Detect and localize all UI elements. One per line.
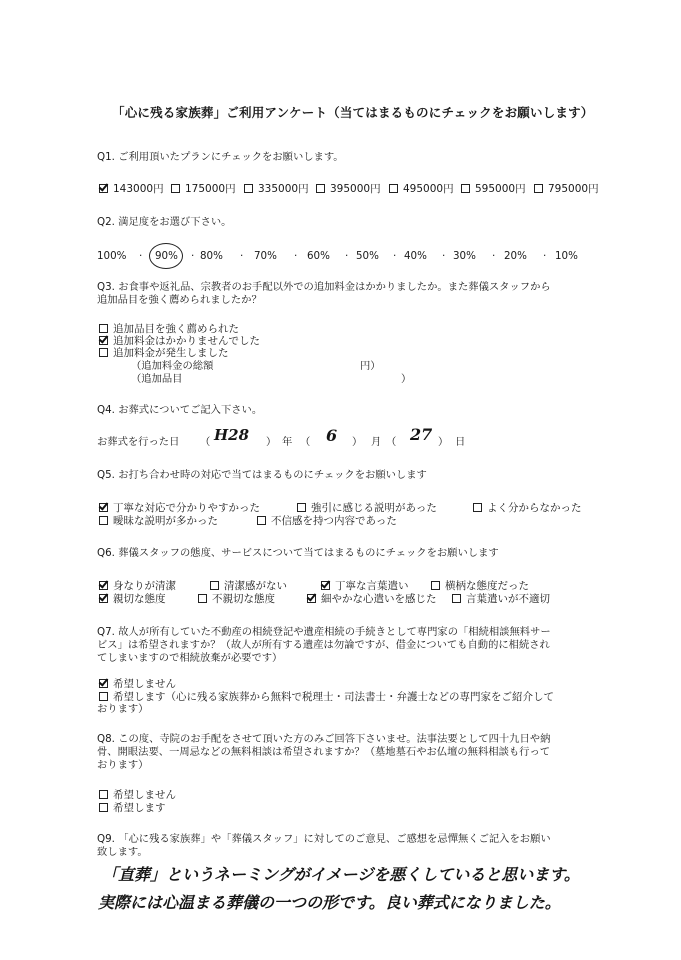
q3-total-unit: 円） xyxy=(360,360,381,372)
checkbox-icon[interactable] xyxy=(244,184,253,193)
q5-text: Q5. お打ち合わせ時の対応で当てはまるものにチェックをお願いします xyxy=(97,469,427,481)
q4-date-label: お葬式を行った日 xyxy=(97,436,180,448)
selected-circle-mark xyxy=(149,243,183,269)
option-label: 335000円 xyxy=(258,183,309,195)
q4-day-unit: 日 xyxy=(455,436,466,448)
checked-checkbox-icon[interactable] xyxy=(99,581,108,590)
option-label: 495000円 xyxy=(403,183,454,195)
checkbox-icon[interactable] xyxy=(316,184,325,193)
option-label: 795000円 xyxy=(548,183,599,195)
option-label: 希望します（心に残る家族葬から無料で税理士・司法書士・弁護士などの専門家をご紹介して xyxy=(113,691,554,703)
q2-scale-value[interactable]: 100% xyxy=(97,250,127,262)
q6-text: Q6. 葬儀スタッフの態度、サービスについて当てはまるものにチェックをお願いします xyxy=(97,547,499,559)
q1-option[interactable] xyxy=(316,183,381,196)
q6-option[interactable] xyxy=(452,593,550,606)
q8-option[interactable] xyxy=(99,789,176,802)
q4-paren-close-1: ） xyxy=(266,436,277,448)
q7-option[interactable] xyxy=(99,678,176,691)
q3-text-line1: Q3. お食事や返礼品、宗教者のお手配以外での追加料金はかかりましたか。また葬儀スタッフから xyxy=(97,281,551,293)
q1-option[interactable] xyxy=(461,183,526,196)
checked-checkbox-icon[interactable] xyxy=(99,503,108,512)
q3-items-end: ） xyxy=(401,373,412,385)
q2-scale-value[interactable]: 20% xyxy=(504,250,527,262)
q4-era-value: H28 xyxy=(214,426,250,444)
separator-dot: · xyxy=(492,250,496,262)
q1-text: Q1. ご利用頂いたプランにチェックをお願いします。 xyxy=(97,151,344,163)
q3-option[interactable] xyxy=(99,347,229,360)
q1-option[interactable] xyxy=(244,183,309,196)
option-label: 親切な態度 xyxy=(113,593,166,605)
q4-month-unit: 月 xyxy=(371,436,382,448)
separator-dot: · xyxy=(442,250,446,262)
q8-text-line2: 骨、開眼法要、一周忌などの無料相談は希望されますか？（墓地墓石やお仏壇の無料相談も行って xyxy=(97,746,551,758)
q8-text-line3: おります） xyxy=(97,759,149,771)
checked-checkbox-icon[interactable] xyxy=(99,336,108,345)
q4-paren-close-3: ） xyxy=(438,436,449,448)
separator-dot: · xyxy=(191,250,195,262)
option-label: 横柄な態度だった xyxy=(445,580,529,592)
checked-checkbox-icon[interactable] xyxy=(321,581,330,590)
checkbox-icon[interactable] xyxy=(473,503,482,512)
q6-option[interactable] xyxy=(99,580,176,593)
q8-text-line1: Q8. この度、寺院のお手配をさせて頂いた方のみご回答下さいませ。法事法要として四十九日や納 xyxy=(97,733,551,745)
option-label: 強引に感じる説明があった xyxy=(311,502,437,514)
option-label: 丁寧な言葉遣い xyxy=(335,580,409,592)
q3-text-line2: 追加品目を強く薦められましたか？ xyxy=(97,294,262,306)
checkbox-icon[interactable] xyxy=(171,184,180,193)
option-label: 不親切な態度 xyxy=(212,593,275,605)
option-label: よく分からなかった xyxy=(487,502,582,514)
separator-dot: · xyxy=(393,250,397,262)
checkbox-icon[interactable] xyxy=(99,692,108,701)
option-label: 不信感を持つ内容であった xyxy=(271,515,397,527)
q2-scale-value[interactable]: 70% xyxy=(254,250,277,262)
checkbox-icon[interactable] xyxy=(431,581,440,590)
q4-year-unit: 年 xyxy=(282,436,293,448)
option-label: 身なりが清潔 xyxy=(113,580,176,592)
q9-text-line1: Q9. 「心に残る家族葬」や「葬儀スタッフ」に対してのご意見、ご感想を忌憚無くご記入をお願い xyxy=(97,833,551,845)
q7-option-continuation: おります） xyxy=(97,703,149,715)
option-label: 143000円 xyxy=(113,183,164,195)
q2-scale-value[interactable]: 30% xyxy=(453,250,476,262)
q9-handwritten-answer-line2: 実際には心温まる葬儀の一つの形です。良い葬式になりました。 xyxy=(98,893,561,912)
q7-text-line2: ビス」は希望されますか？（故人が所有する遺産は勿論ですが、借金についても自動的に相続され xyxy=(97,639,550,651)
q4-day-value: 27 xyxy=(410,425,433,444)
q4-text: Q4. お葬式についてご記入下さい。 xyxy=(97,404,263,416)
option-label: 追加料金はかかりませんでした xyxy=(113,335,260,347)
checked-checkbox-icon[interactable] xyxy=(99,679,108,688)
q6-option[interactable] xyxy=(307,593,437,606)
survey-title: 「心に残る家族葬」ご利用アンケート（当てはまるものにチェックをお願いします） xyxy=(112,105,594,120)
q5-option[interactable] xyxy=(99,515,218,528)
checkbox-icon[interactable] xyxy=(99,516,108,525)
q3-total-label: （追加料金の総額 xyxy=(131,360,214,372)
q1-option[interactable] xyxy=(171,183,236,196)
separator-dot: · xyxy=(240,250,244,262)
q2-scale-value[interactable]: 40% xyxy=(404,250,427,262)
checkbox-icon[interactable] xyxy=(389,184,398,193)
q7-text-line3: てしまいますので相続放棄が必要です） xyxy=(97,652,283,664)
option-label: 丁寧な対応で分かりやすかった xyxy=(113,502,260,514)
q2-scale-value[interactable]: 80% xyxy=(200,250,223,262)
option-label: 595000円 xyxy=(475,183,526,195)
q6-option[interactable] xyxy=(198,593,275,606)
checkbox-icon[interactable] xyxy=(257,516,266,525)
q4-month-value: 6 xyxy=(326,426,338,445)
option-label: 言葉遣いが不適切 xyxy=(466,593,550,605)
q3-items-label: （追加品目 xyxy=(131,373,183,385)
q9-text-line2: 致します。 xyxy=(97,846,148,858)
q2-scale-value[interactable]: 60% xyxy=(307,250,330,262)
q9-handwritten-answer-line1: 「直葬」というネーミングがイメージを悪くしていると思います。 xyxy=(102,865,580,884)
checkbox-icon[interactable] xyxy=(99,790,108,799)
q2-scale-value[interactable]: 50% xyxy=(356,250,379,262)
checkbox-icon[interactable] xyxy=(99,324,108,333)
separator-dot: · xyxy=(139,250,143,262)
checkbox-icon[interactable] xyxy=(99,803,108,812)
option-label: 曖昧な説明が多かった xyxy=(113,515,218,527)
option-label: 細やかな心遣いを感じた xyxy=(321,593,437,605)
q5-option[interactable] xyxy=(99,502,260,515)
q2-text: Q2. 満足度をお選び下さい。 xyxy=(97,216,232,228)
separator-dot: · xyxy=(294,250,298,262)
q6-option[interactable] xyxy=(321,580,409,593)
checkbox-icon[interactable] xyxy=(534,184,543,193)
option-label: 追加料金が発生しました xyxy=(113,347,229,359)
option-label: 希望しません xyxy=(113,789,176,801)
checked-checkbox-icon[interactable] xyxy=(307,594,316,603)
option-label: 希望します xyxy=(113,802,166,814)
q4-paren-close-2: ） xyxy=(352,436,363,448)
checkbox-icon[interactable] xyxy=(297,503,306,512)
q1-option[interactable] xyxy=(389,183,454,196)
checkbox-icon[interactable] xyxy=(461,184,470,193)
q7-option[interactable] xyxy=(99,691,554,704)
checkbox-icon[interactable] xyxy=(99,348,108,357)
separator-dot: · xyxy=(345,250,349,262)
checkbox-icon[interactable] xyxy=(452,594,461,603)
q2-scale-value[interactable]: 10% xyxy=(555,250,578,262)
option-label: 追加品目を強く薦められた xyxy=(113,323,239,335)
q5-option[interactable] xyxy=(257,515,397,528)
separator-dot: · xyxy=(543,250,547,262)
checked-checkbox-icon[interactable] xyxy=(99,184,108,193)
option-label: 希望しません xyxy=(113,678,176,690)
option-label: 175000円 xyxy=(185,183,236,195)
checkbox-icon[interactable] xyxy=(210,581,219,590)
q5-option[interactable] xyxy=(297,502,437,515)
q6-option[interactable] xyxy=(99,593,166,606)
q4-paren-open-3: （ xyxy=(386,436,397,448)
q2-scale-value[interactable]: 90% xyxy=(155,250,178,262)
option-label: 清潔感がない xyxy=(224,580,287,592)
q7-text-line1: Q7. 故人が所有していた不動産の相続登記や遺産相続の手続きとして専門家の「相続相談無料サー xyxy=(97,626,551,638)
q4-paren-open-2: （ xyxy=(300,436,311,448)
checked-checkbox-icon[interactable] xyxy=(99,594,108,603)
q4-paren-open-1: （ xyxy=(200,436,211,448)
q1-option[interactable] xyxy=(534,183,599,196)
q1-option[interactable] xyxy=(99,183,164,196)
q6-option[interactable] xyxy=(431,580,529,593)
q6-option[interactable] xyxy=(210,580,287,593)
checkbox-icon[interactable] xyxy=(198,594,207,603)
q8-option[interactable] xyxy=(99,802,166,815)
q5-option[interactable] xyxy=(473,502,582,515)
option-label: 395000円 xyxy=(330,183,381,195)
